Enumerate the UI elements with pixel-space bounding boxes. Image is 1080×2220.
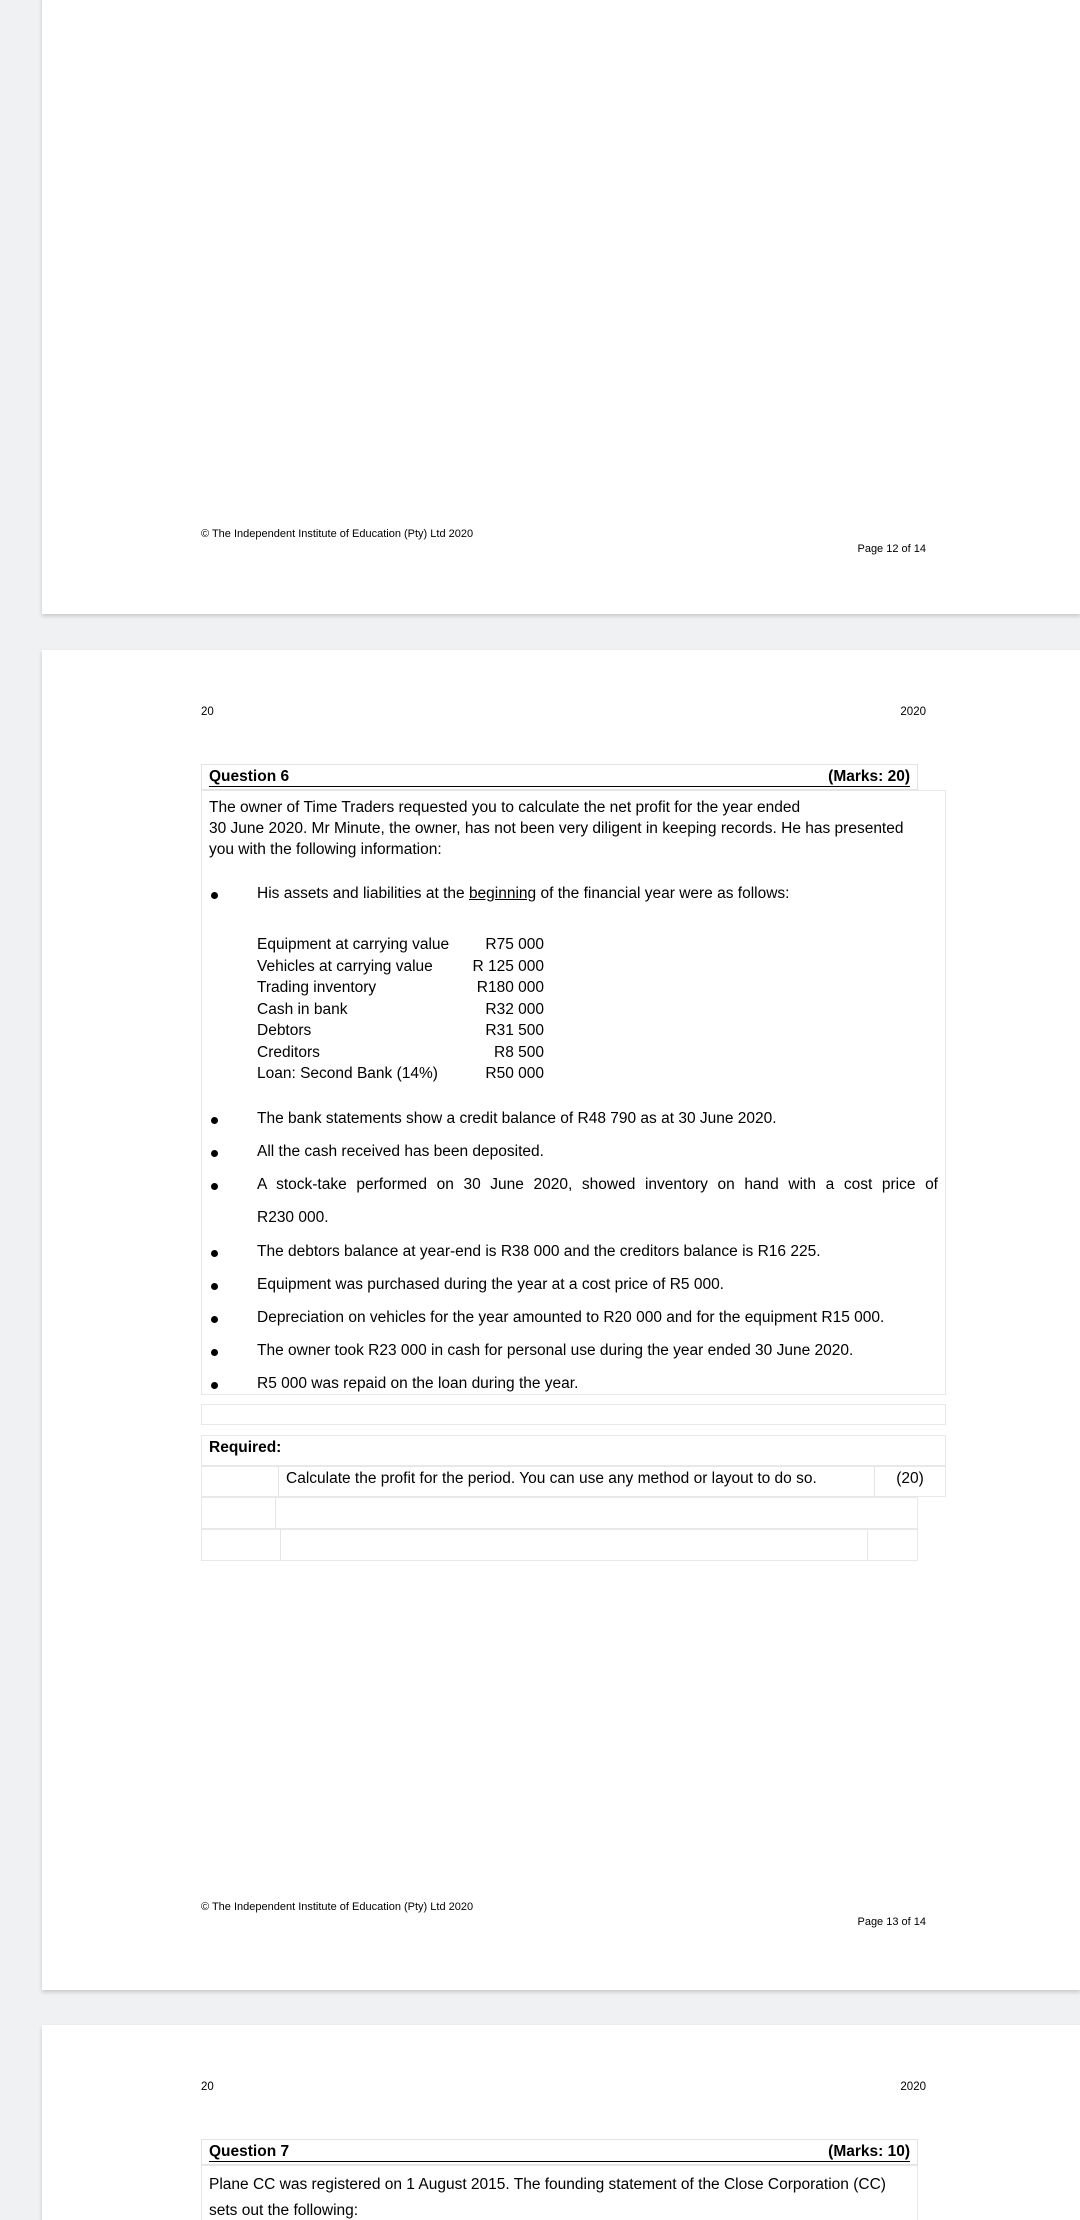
question-marks: (Marks: 20)	[828, 768, 910, 785]
page-number: Page 13 of 14	[857, 1916, 926, 1928]
document-page-13	[42, 650, 1080, 1990]
asset-name: Loan: Second Bank (14%)	[257, 1065, 438, 1082]
bullet-item	[201, 1309, 946, 1331]
required-label: Required:	[209, 1439, 282, 1456]
header-right: 2020	[900, 2081, 926, 2093]
copyright-footer: © The Independent Institute of Education (Pty) Ltd 2020	[201, 1901, 474, 1913]
bullet-item	[201, 1176, 946, 1198]
bullet-icon	[211, 892, 218, 899]
bullet-item	[201, 1276, 946, 1298]
empty-answer-row	[201, 1497, 918, 1529]
bullet-text: The debtors balance at year-end is R38 000 and the creditors balance is R16 225.	[257, 1243, 821, 1260]
bullet-text: A stock-take performed on 30 June 2020, showed inventory on hand with a cost price of	[257, 1176, 938, 1193]
question-title: Question 7	[209, 2143, 290, 2160]
intro-line: The owner of Time Traders requested you to calculate the net profit for the year ended	[209, 799, 801, 816]
asset-name: Cash in bank	[257, 1000, 348, 1018]
empty-answer-row	[201, 1529, 918, 1561]
table-divider	[874, 1466, 875, 1497]
bullet-text: R5 000 was repaid on the loan during the year.	[257, 1375, 579, 1392]
question-title: Question 6	[209, 768, 290, 785]
asset-value: R 125 000	[472, 957, 544, 975]
bullet-icon	[211, 1117, 218, 1124]
bullet-item	[201, 1143, 946, 1165]
asset-value: R32 000	[485, 1000, 544, 1018]
bullet-icon	[211, 1382, 218, 1389]
empty-table-row	[201, 1404, 946, 1425]
question-underline	[209, 2161, 910, 2162]
bullet-text: The owner took R23 000 in cash for personal use during the year ended 30 June 2020.	[257, 1342, 854, 1359]
intro-line: you with the following information:	[209, 841, 442, 858]
bullet-item	[201, 1375, 946, 1397]
question-underline	[209, 786, 910, 787]
asset-value: R75 000	[485, 936, 544, 953]
table-divider	[280, 1529, 281, 1561]
header-left: 20	[201, 706, 214, 718]
underlined-word: beginning	[468, 885, 537, 902]
page-number: Page 12 of 14	[857, 543, 926, 555]
header-right: 2020	[900, 706, 926, 718]
required-task: Calculate the profit for the period. You can use any method or layout to do so.	[286, 1470, 817, 1487]
intro-paragraph	[209, 2172, 919, 2220]
intro-line: sets out the following:	[209, 2202, 359, 2219]
document-page-12	[42, 0, 1080, 614]
question-marks: (Marks: 10)	[828, 2143, 910, 2160]
bullet-icon	[211, 1316, 218, 1323]
bullet-text: R230 000.	[257, 1209, 329, 1226]
asset-value: R31 500	[485, 1022, 544, 1039]
required-marks: (20)	[896, 1470, 924, 1487]
asset-name: Vehicles at carrying value	[257, 957, 433, 975]
bullet-item	[201, 1342, 946, 1364]
bullet-icon	[211, 1150, 218, 1157]
asset-value: R8 500	[494, 1043, 544, 1061]
bullet-icon	[211, 1250, 218, 1257]
bullet-icon	[211, 1349, 218, 1356]
bullet-item	[201, 1243, 946, 1265]
asset-name: Equipment at carrying value	[257, 936, 450, 953]
table-divider	[867, 1529, 868, 1561]
header-left: 20	[201, 2081, 214, 2093]
bullet-text: All the cash received has been deposited.	[257, 1143, 544, 1160]
bullet-item	[201, 1110, 946, 1132]
asset-value: R50 000	[485, 1065, 544, 1082]
bullet-item	[201, 885, 946, 907]
asset-name: Debtors	[257, 1022, 312, 1039]
question-body-frame	[201, 790, 946, 1395]
asset-name: Creditors	[257, 1043, 320, 1061]
intro-paragraph	[209, 797, 944, 860]
bullet-icon	[211, 1183, 218, 1190]
required-row	[201, 1435, 946, 1466]
question-6-header	[201, 764, 918, 790]
table-divider	[278, 1466, 279, 1497]
copyright-footer: © The Independent Institute of Education (Pty) Ltd 2020	[201, 528, 474, 540]
bullet-text: The bank statements show a credit balance of R48 790 as at 30 June 2020.	[257, 1110, 777, 1127]
intro-line: Plane CC was registered on 1 August 2015. The founding statement of the Close Corporation (CC)	[209, 2176, 886, 2193]
bullet-icon	[211, 1283, 218, 1290]
bullet-text: His assets and liabilities at the beginning of the financial year were as follows:	[257, 885, 790, 902]
question-7-header	[201, 2139, 918, 2165]
asset-name: Trading inventory	[257, 979, 377, 996]
bullet-text: Depreciation on vehicles for the year amounted to R20 000 and for the equipment R15 000.	[257, 1309, 885, 1326]
table-divider	[275, 1497, 276, 1529]
bullet-text: Equipment was purchased during the year at a cost price of R5 000.	[257, 1276, 724, 1293]
bullet-continuation	[201, 1209, 946, 1231]
asset-value: R180 000	[476, 979, 544, 996]
document-page-14	[42, 2025, 1080, 2220]
intro-line: 30 June 2020. Mr Minute, the owner, has not been very diligent in keeping records. He has presented	[209, 820, 904, 837]
